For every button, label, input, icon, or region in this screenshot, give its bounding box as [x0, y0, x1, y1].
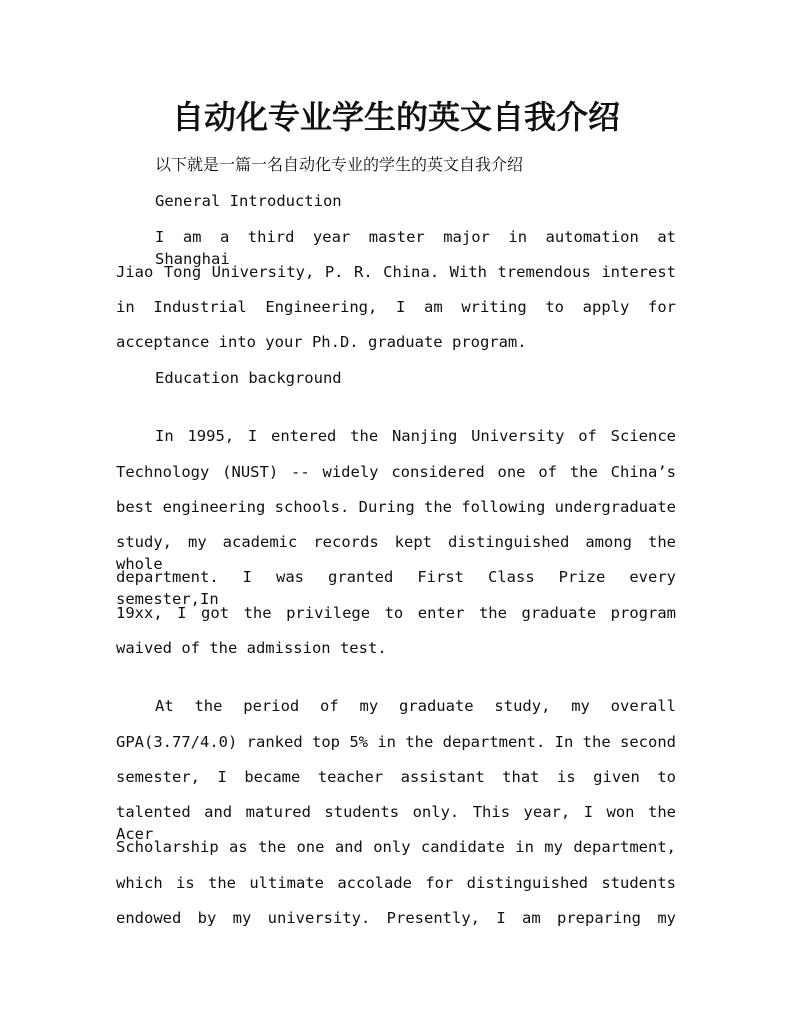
paragraph-line: At the period of my graduate study, my overall	[155, 697, 676, 715]
paragraph-line: waived of the admission test.	[116, 639, 387, 657]
paragraph-line: Scholarship as the one and only candidate in my department,	[116, 838, 676, 856]
paragraph-line: best engineering schools. During the following undergraduate	[116, 498, 676, 516]
paragraph-line: GPA(3.77/4.0) ranked top 5% in the department. In the second	[116, 733, 676, 751]
paragraph-line: department. I was granted First Class Prize every semester,In	[116, 568, 676, 608]
paragraph-line: acceptance into your Ph.D. graduate program.	[116, 333, 527, 351]
section-heading-general: General Introduction	[155, 192, 342, 210]
page-title: 自动化专业学生的英文自我介绍	[171, 98, 620, 136]
paragraph-line: which is the ultimate accolade for distinguished students	[116, 874, 676, 892]
paragraph-line: Jiao Tong University, P. R. China. With tremendous interest	[116, 263, 676, 281]
paragraph-line: endowed by my university. Presently, I am preparing my	[116, 909, 676, 927]
intro-line: 以下就是一篇一名自动化专业的学生的英文自我介绍	[155, 155, 524, 174]
section-heading-education: Education background	[155, 369, 342, 387]
paragraph-line: I am a third year master major in automation at Shanghai	[155, 228, 676, 268]
paragraph-line: study, my academic records kept distinguished among the whole	[116, 533, 676, 573]
paragraph-line: 19xx, I got the privilege to enter the graduate program	[116, 604, 676, 622]
paragraph-line: in Industrial Engineering, I am writing to apply for	[116, 298, 676, 316]
paragraph-line: In 1995, I entered the Nanjing University of Science	[155, 427, 676, 445]
paragraph-line: Technology (NUST) -- widely considered one of the China’s	[116, 463, 676, 481]
paragraph-line: talented and matured students only. This year, I won the Acer	[116, 803, 676, 843]
paragraph-line: semester, I became teacher assistant that is given to	[116, 768, 676, 786]
